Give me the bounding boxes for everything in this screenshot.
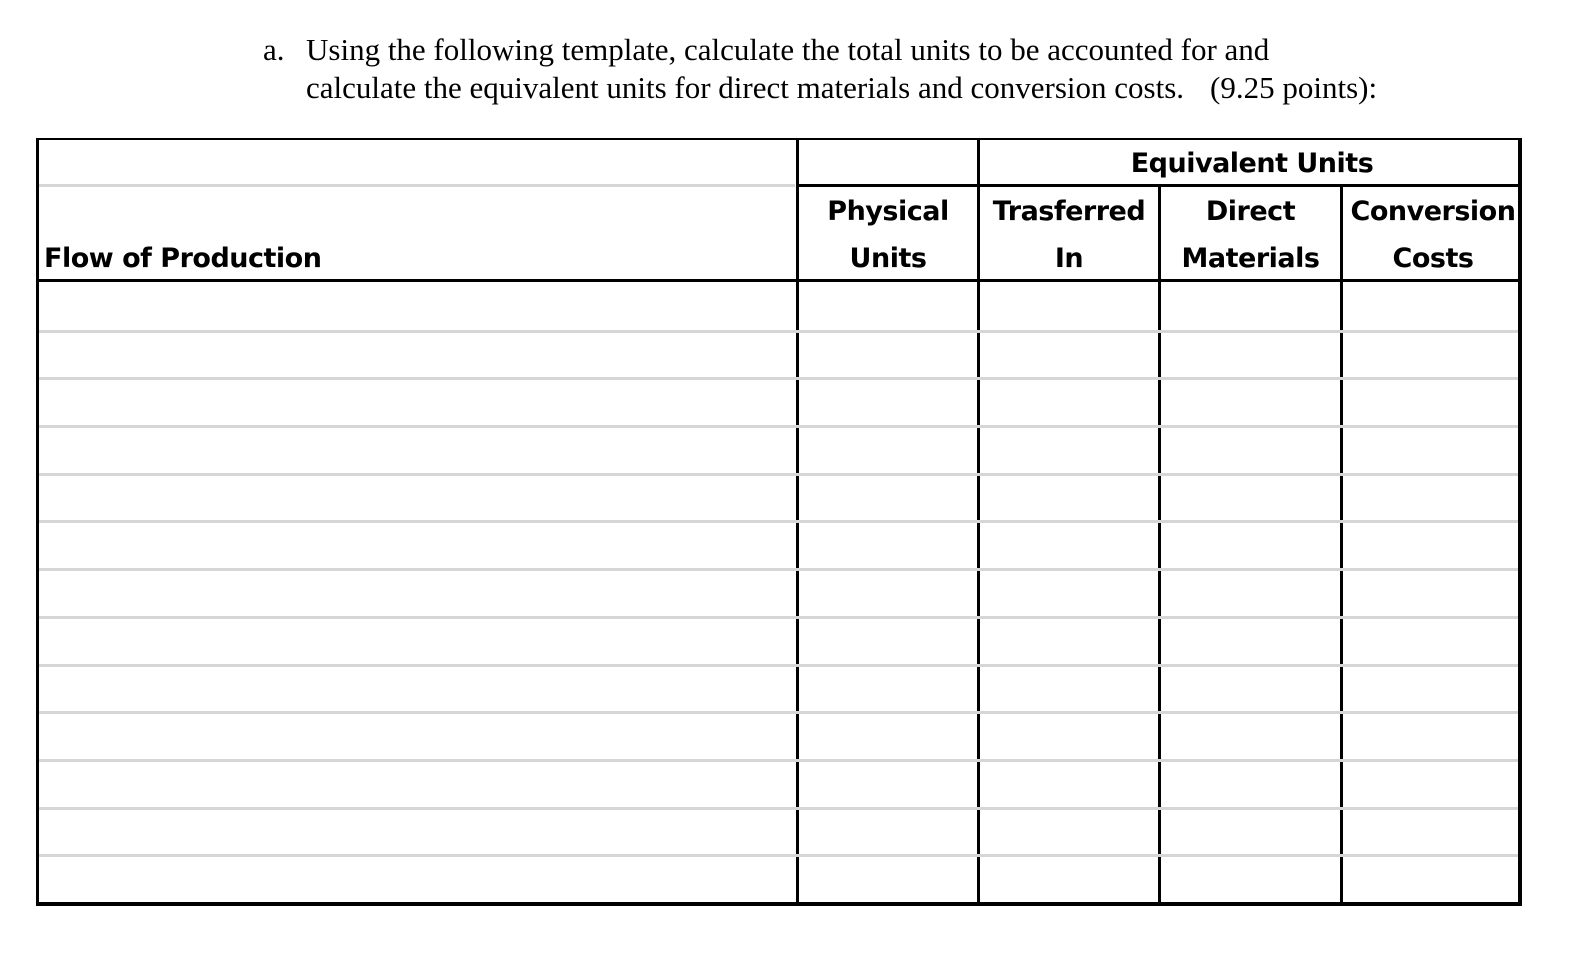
table-row-divider	[39, 377, 1518, 380]
column-divider	[1340, 186, 1343, 902]
equivalent-units-table	[36, 138, 1522, 906]
table-row-divider	[39, 616, 1518, 619]
points-label: (9.25 points):	[1210, 70, 1378, 105]
instruction-line-2	[263, 69, 1523, 107]
equivalent-units-header: Equivalent Units	[1130, 148, 1374, 179]
column-divider	[1158, 186, 1161, 902]
flow-of-production-header: Flow of Production	[44, 243, 322, 274]
physical-units-header-line-1: Physical	[827, 196, 949, 227]
table-row-divider	[39, 520, 1518, 523]
header-bottom-rule	[39, 279, 1518, 282]
table-row-divider	[39, 473, 1518, 476]
item-marker: a.	[263, 32, 285, 67]
instruction-text-1: Using the following template, calculate the total units to be accounted for and	[306, 32, 1270, 67]
table-row-divider	[39, 807, 1518, 810]
table-row-divider	[39, 330, 1518, 333]
row-divider	[39, 184, 795, 187]
conversion-costs-header-line-2: Costs	[1392, 243, 1474, 274]
table-row-divider	[39, 568, 1518, 571]
table-row-divider	[39, 854, 1518, 857]
table-row-divider	[39, 664, 1518, 667]
physical-units-header-line-2: Units	[849, 243, 927, 274]
direct-materials-header-line-1: Direct	[1205, 196, 1296, 227]
conversion-costs-header-line-1: Conversion	[1350, 196, 1516, 227]
transferred-in-header-line-2: In	[1054, 243, 1084, 274]
instruction-line-1	[263, 31, 1523, 69]
instructions	[263, 31, 1523, 107]
instruction-text-2: calculate the equivalent units for direct materials and conversion costs.	[306, 70, 1185, 105]
table-row-divider	[39, 711, 1518, 714]
transferred-in-header-line-1: Trasferred	[992, 196, 1146, 227]
direct-materials-header-line-2: Materials	[1181, 243, 1320, 274]
table-row-divider	[39, 425, 1518, 428]
table-row-divider	[39, 759, 1518, 762]
row-divider	[796, 184, 1518, 187]
